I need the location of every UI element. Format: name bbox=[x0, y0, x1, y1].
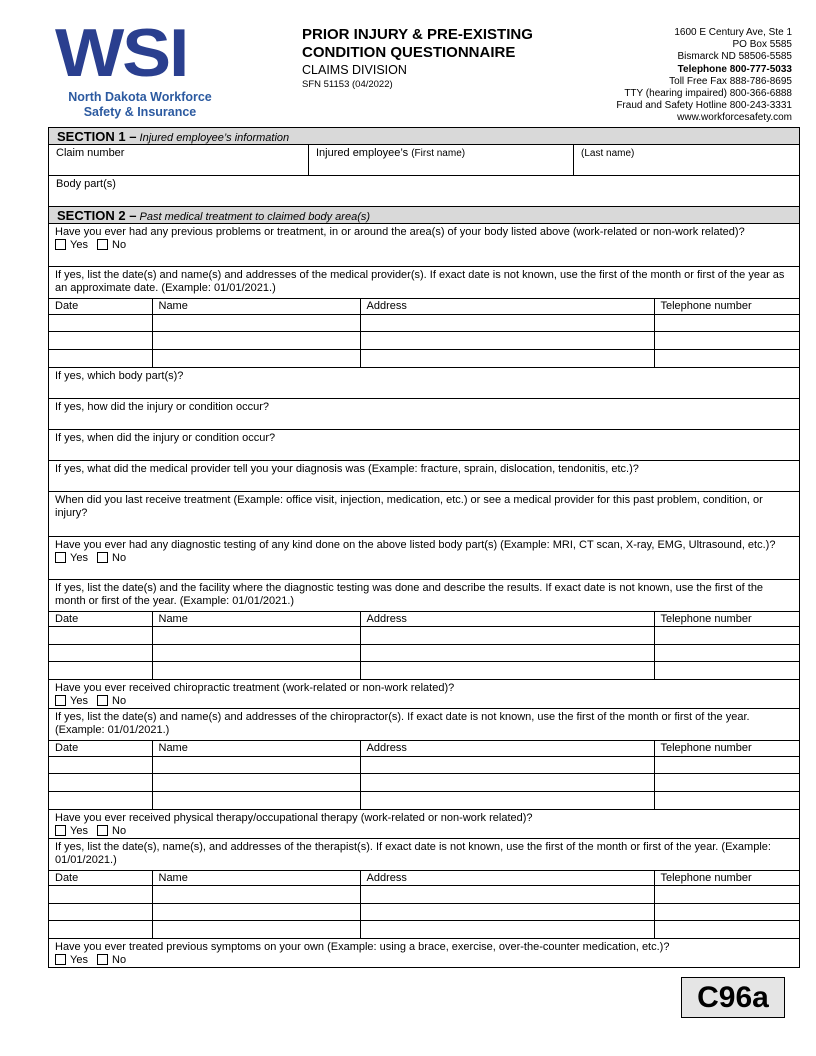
contact-line: PO Box 5585 bbox=[732, 39, 792, 51]
date-header: Date bbox=[49, 741, 152, 756]
address-header: Address bbox=[360, 299, 654, 314]
phone-header: Telephone number bbox=[654, 612, 799, 627]
table-row bbox=[49, 644, 799, 662]
question-text: Have you ever had any diagnostic testing of any kind done on the above listed body part(s) (Example: MRI, CT scan, X-ray, EMG, Ultrasound, etc.)? bbox=[55, 538, 776, 551]
no-label: No bbox=[112, 551, 127, 564]
first-name-label: (First name) bbox=[411, 148, 466, 159]
date-cell[interactable] bbox=[49, 349, 152, 367]
form-title-block bbox=[302, 26, 533, 91]
contact-line: TTY (hearing impaired) 800-366-6888 bbox=[624, 88, 792, 100]
yes-option[interactable] bbox=[55, 954, 88, 966]
instruction-chiropractor-list bbox=[49, 709, 799, 741]
contact-line: Toll Free Fax 888-786-8695 bbox=[669, 75, 792, 87]
name-cell[interactable] bbox=[152, 314, 360, 332]
name-cell[interactable] bbox=[152, 349, 360, 367]
phone-cell[interactable] bbox=[654, 644, 799, 662]
claim-number-field[interactable] bbox=[49, 145, 309, 175]
yes-no-group bbox=[55, 552, 793, 565]
phone-cell[interactable] bbox=[654, 314, 799, 332]
diagnostic-testing-table bbox=[49, 612, 799, 681]
question-when-occur[interactable] bbox=[49, 430, 799, 461]
address-cell[interactable] bbox=[360, 349, 654, 367]
name-cell[interactable] bbox=[152, 662, 360, 680]
address-cell[interactable] bbox=[360, 627, 654, 645]
last-name-label: (Last name) bbox=[581, 148, 635, 159]
phone-cell[interactable] bbox=[654, 791, 799, 809]
no-option[interactable] bbox=[97, 695, 126, 707]
question-last-treatment[interactable] bbox=[49, 492, 799, 537]
table-header-row bbox=[49, 741, 799, 756]
phone-header: Telephone number bbox=[654, 299, 799, 314]
name-header: Name bbox=[152, 299, 360, 314]
phone-cell[interactable] bbox=[654, 662, 799, 680]
date-cell[interactable] bbox=[49, 662, 152, 680]
therapist-table bbox=[49, 871, 799, 940]
instruction-testing-list bbox=[49, 580, 799, 612]
no-label: No bbox=[112, 239, 127, 251]
yes-no-group bbox=[55, 954, 793, 967]
questionnaire-form bbox=[48, 127, 800, 968]
no-option[interactable] bbox=[97, 239, 126, 251]
yes-checkbox[interactable] bbox=[55, 954, 66, 965]
date-cell[interactable] bbox=[49, 332, 152, 350]
phone-cell[interactable] bbox=[654, 903, 799, 921]
address-cell[interactable] bbox=[360, 644, 654, 662]
date-header: Date bbox=[49, 299, 152, 314]
date-cell[interactable] bbox=[49, 756, 152, 774]
address-cell[interactable] bbox=[360, 662, 654, 680]
name-cell[interactable] bbox=[152, 756, 360, 774]
question-text: If yes, what did the medical provider tell you your diagnosis was (Example: fracture, sprain, dislocation, tendonitis, etc.)? bbox=[55, 462, 639, 475]
question-text: Have you ever received chiropractic treatment (work-related or non-work related)? bbox=[55, 682, 455, 694]
address-header: Address bbox=[360, 741, 654, 756]
question-chiropractic bbox=[49, 680, 799, 709]
instruction-therapist-list bbox=[49, 839, 799, 871]
table-row bbox=[49, 662, 799, 680]
yes-checkbox[interactable] bbox=[55, 239, 66, 250]
table-header-row bbox=[49, 299, 799, 314]
no-checkbox[interactable] bbox=[97, 954, 108, 965]
question-text: If yes, which body part(s)? bbox=[55, 369, 184, 382]
date-cell[interactable] bbox=[49, 627, 152, 645]
question-text: Have you ever treated previous symptoms on your own (Example: using a brace, exercise, over-the-counter medication, etc.)? bbox=[55, 941, 670, 953]
claim-number-label: Claim number bbox=[56, 147, 125, 159]
date-cell[interactable] bbox=[49, 774, 152, 792]
section-2-header bbox=[49, 207, 799, 224]
sfn-number: SFN 51153 (04/2022) bbox=[302, 79, 393, 90]
no-label: No bbox=[112, 954, 127, 966]
table-row bbox=[49, 314, 799, 332]
no-option[interactable] bbox=[97, 552, 126, 564]
contact-info bbox=[616, 27, 792, 125]
table-row bbox=[49, 791, 799, 809]
form-code-badge: C96a bbox=[681, 977, 785, 1018]
phone-cell[interactable] bbox=[654, 774, 799, 792]
question-text: Have you ever received physical therapy/occupational therapy (work-related or non-work related)? bbox=[55, 811, 533, 824]
question-how-occur[interactable] bbox=[49, 399, 799, 430]
no-option[interactable] bbox=[97, 954, 126, 966]
name-header: Name bbox=[152, 741, 360, 756]
instruction-text: If yes, list the date(s) and name(s) and addresses of the medical provider(s). If exact date is not known, use the first of the month or first of the year as an approximate date. (Example: 01/01/2021.) bbox=[55, 269, 785, 294]
table-row bbox=[49, 349, 799, 367]
name-header: Name bbox=[152, 612, 360, 627]
chiropractor-table bbox=[49, 741, 799, 810]
logo-brand: WSI bbox=[55, 15, 188, 91]
question-previous-treatment bbox=[49, 224, 799, 267]
yes-option[interactable] bbox=[55, 695, 88, 707]
name-cell[interactable] bbox=[152, 791, 360, 809]
phone-cell[interactable] bbox=[654, 921, 799, 939]
name-cell[interactable] bbox=[152, 774, 360, 792]
division-label: CLAIMS DIVISION bbox=[302, 63, 407, 77]
name-cell[interactable] bbox=[152, 921, 360, 939]
question-text: When did you last receive treatment (Example: office visit, injection, medication, etc.) or see a medical provider for this past problem, condition, or injury? bbox=[55, 493, 763, 519]
phone-cell[interactable] bbox=[654, 627, 799, 645]
phone-cell[interactable] bbox=[654, 332, 799, 350]
address-cell[interactable] bbox=[360, 756, 654, 774]
phone-cell[interactable] bbox=[654, 756, 799, 774]
phone-header: Telephone number bbox=[654, 871, 799, 886]
address-cell[interactable] bbox=[360, 314, 654, 332]
table-header-row bbox=[49, 612, 799, 627]
instruction-text: If yes, list the date(s), name(s), and addresses of the therapist(s). If exact date is not known, use the first of the month or first of the year. (Example: 01/01/2021.) bbox=[55, 840, 771, 866]
form-title-line-1: PRIOR INJURY & PRE-EXISTING bbox=[302, 26, 533, 43]
question-which-body-parts[interactable] bbox=[49, 368, 799, 399]
wsi-logo bbox=[55, 15, 225, 120]
no-label: No bbox=[112, 695, 127, 707]
yes-checkbox[interactable] bbox=[55, 695, 66, 706]
no-checkbox[interactable] bbox=[97, 695, 108, 706]
phone-header: Telephone number bbox=[654, 741, 799, 756]
contact-line: 1600 E Century Ave, Ste 1 bbox=[674, 27, 792, 38]
address-cell[interactable] bbox=[360, 903, 654, 921]
question-diagnosis[interactable] bbox=[49, 461, 799, 492]
first-name-field[interactable] bbox=[309, 145, 574, 175]
name-cell[interactable] bbox=[152, 644, 360, 662]
table-row bbox=[49, 774, 799, 792]
table-row bbox=[49, 756, 799, 774]
question-text: If yes, when did the injury or condition occur? bbox=[55, 431, 276, 444]
no-option[interactable] bbox=[97, 825, 126, 837]
no-checkbox[interactable] bbox=[97, 552, 108, 563]
medical-provider-table bbox=[49, 299, 799, 368]
address-header: Address bbox=[360, 871, 654, 886]
employee-name-label: Injured employee’s bbox=[316, 147, 409, 159]
question-text: Have you ever had any previous problems or treatment, in or around the area(s) of your body listed above (work-related or non-work related)? bbox=[55, 226, 745, 238]
name-cell[interactable] bbox=[152, 903, 360, 921]
question-self-treatment bbox=[49, 939, 799, 968]
date-cell[interactable] bbox=[49, 886, 152, 904]
section-2-title: SECTION 2 – bbox=[57, 208, 137, 223]
yes-label: Yes bbox=[70, 824, 88, 837]
logo-line-2: Safety & Insurance bbox=[83, 105, 197, 119]
phone-cell[interactable] bbox=[654, 886, 799, 904]
address-cell[interactable] bbox=[360, 886, 654, 904]
date-cell[interactable] bbox=[49, 903, 152, 921]
name-cell[interactable] bbox=[152, 332, 360, 350]
instruction-text: If yes, list the date(s) and name(s) and addresses of the chiropractor(s). If exact date is not known, use the first of the month or first of the year. (Example: 01/01/2021.) bbox=[55, 711, 750, 736]
body-parts-label: Body part(s) bbox=[56, 178, 116, 190]
yes-no-group bbox=[55, 239, 793, 252]
yes-label: Yes bbox=[70, 695, 88, 707]
instruction-text: If yes, list the date(s) and the facility where the diagnostic testing was done and describe the results. If exact date is not known, use the first of the month or first of the year. (Example: 01/01/2021.) bbox=[55, 581, 764, 607]
yes-checkbox[interactable] bbox=[55, 552, 66, 563]
date-header: Date bbox=[49, 871, 152, 886]
question-text: If yes, how did the injury or condition occur? bbox=[55, 400, 270, 413]
instruction-provider-list bbox=[49, 267, 799, 299]
form-title-line-2: CONDITION QUESTIONNAIRE bbox=[302, 44, 516, 61]
section-1-desc: Injured employee’s information bbox=[139, 132, 290, 144]
section-1-name-row bbox=[49, 145, 799, 176]
yes-option[interactable] bbox=[55, 552, 88, 564]
address-header: Address bbox=[360, 612, 654, 627]
table-row bbox=[49, 921, 799, 939]
date-cell[interactable] bbox=[49, 921, 152, 939]
table-row bbox=[49, 886, 799, 904]
date-header: Date bbox=[49, 612, 152, 627]
address-cell[interactable] bbox=[360, 791, 654, 809]
contact-website: www.workforcesafety.com bbox=[677, 112, 792, 124]
name-header: Name bbox=[152, 871, 360, 886]
yes-label: Yes bbox=[70, 954, 88, 966]
name-cell[interactable] bbox=[152, 886, 360, 904]
question-diagnostic-testing bbox=[49, 537, 799, 580]
yes-label: Yes bbox=[70, 239, 88, 251]
contact-line: Bismarck ND 58506-5585 bbox=[677, 51, 792, 63]
section-1-title: SECTION 1 – bbox=[57, 129, 137, 144]
date-cell[interactable] bbox=[49, 644, 152, 662]
no-label: No bbox=[112, 824, 127, 837]
section-1-header bbox=[49, 128, 799, 145]
yes-option[interactable] bbox=[55, 239, 88, 251]
table-header-row bbox=[49, 871, 799, 886]
yes-checkbox[interactable] bbox=[55, 825, 66, 836]
no-checkbox[interactable] bbox=[97, 825, 108, 836]
contact-telephone: Telephone 800-777-5033 bbox=[677, 63, 792, 75]
date-cell[interactable] bbox=[49, 791, 152, 809]
table-row bbox=[49, 332, 799, 350]
name-cell[interactable] bbox=[152, 627, 360, 645]
section-2-desc: Past medical treatment to claimed body area(s) bbox=[139, 211, 371, 223]
yes-no-group bbox=[55, 695, 793, 708]
address-cell[interactable] bbox=[360, 332, 654, 350]
table-row bbox=[49, 903, 799, 921]
address-cell[interactable] bbox=[360, 774, 654, 792]
last-name-field[interactable] bbox=[574, 145, 799, 175]
body-parts-field[interactable] bbox=[49, 176, 799, 207]
table-row bbox=[49, 627, 799, 645]
address-cell[interactable] bbox=[360, 921, 654, 939]
yes-no-group bbox=[55, 825, 793, 838]
logo-line-1: North Dakota Workforce bbox=[68, 90, 212, 104]
contact-line: Fraud and Safety Hotline 800-243-3331 bbox=[616, 100, 792, 112]
no-checkbox[interactable] bbox=[97, 239, 108, 250]
yes-label: Yes bbox=[70, 551, 88, 564]
question-physical-therapy bbox=[49, 810, 799, 839]
yes-option[interactable] bbox=[55, 825, 88, 837]
phone-cell[interactable] bbox=[654, 349, 799, 367]
date-cell[interactable] bbox=[49, 314, 152, 332]
